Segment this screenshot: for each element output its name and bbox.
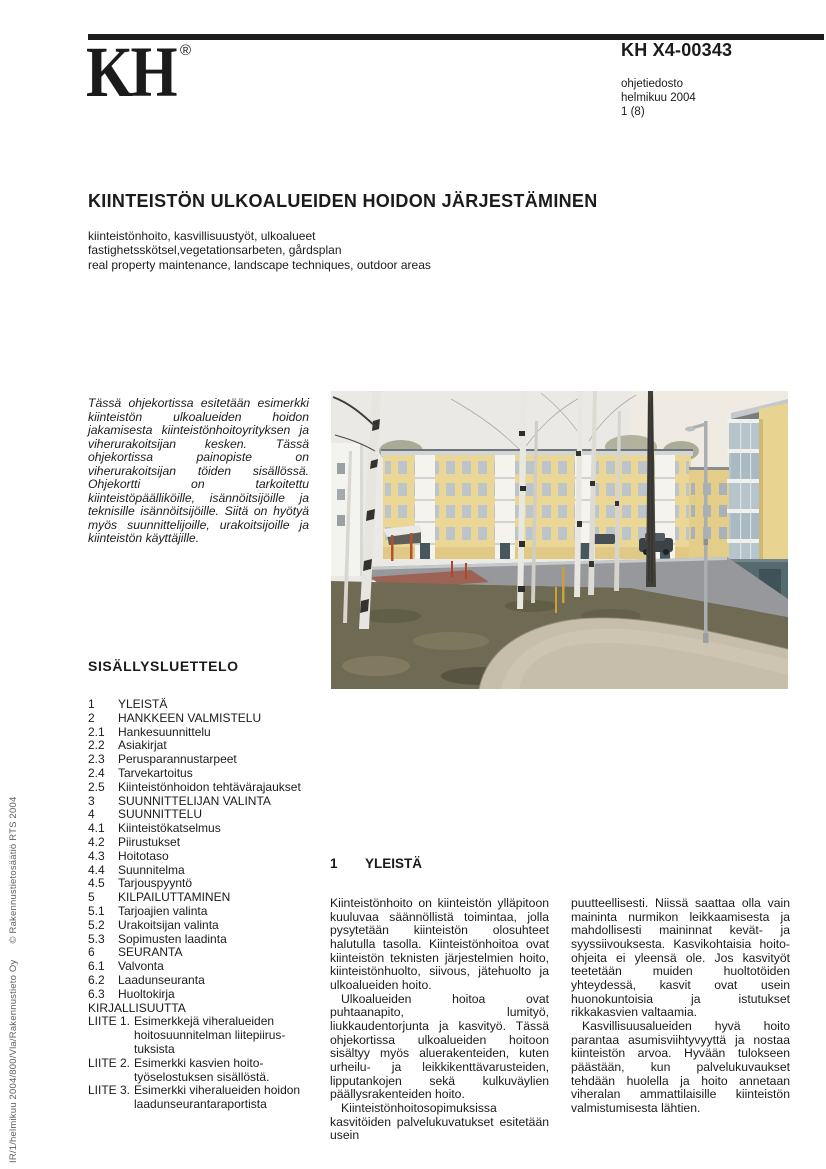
toc-row: 6.3 Huoltokirja (88, 986, 175, 1001)
toc-row: 4.4 Suunnitelma (88, 862, 185, 877)
keywords-swedish: fastighetsskötsel,vegetationsarbeten, gårdsplan (88, 243, 342, 258)
toc-row: 2 HANKKEEN VALMISTELU (88, 710, 262, 725)
toc-row: 2.1 Hankesuunnittelu (88, 724, 211, 739)
toc-row: 1 YLEISTÄ (88, 697, 168, 711)
toc-row: 5.1 Tarjoajien valinta (88, 903, 208, 918)
body-paragraph: Kiinteistönhoitosopimuksissa kasvitöiden palvelukuvatukset esitetään usein (330, 1100, 549, 1143)
body-paragraph: Ulkoalueiden hoitoa ovat puhtaanapito, lumityö, liukkaudentorjunta ja kasvityö. Tässä ohjekortissa ulkoalueiden hoitoon sisältyy myös aluerakenteiden, kuten urheilu- ja leikkikenttävarusteiden, lipputankojen sekä kulkuväylien päällysrakenteiden hoito. (330, 991, 549, 1102)
page-title: KIINTEISTÖN ULKOALUEIDEN HOIDON JÄRJESTÄMINEN (88, 191, 598, 211)
body-paragraph: Kasvillisuusalueiden hyvä hoito parantaa asumisviihtyvyyttä ja nostaa kiinteistön arvoa. Hyvään tulokseen päästään, kun palvelukuvaukset tehdään huolella ja hoito annetaan viheralan ammattilaisille kiinteistön valmistumisesta lähtien. (571, 1018, 790, 1115)
toc-row: 6.1 Valvonta (88, 959, 164, 974)
toc-appendix-2: LIITE 2. Esimerkki kasvien hoito- työselostuksen sisällöstä. (88, 1055, 270, 1084)
toc-row: 2.4 Tarvekartoitus (88, 765, 193, 780)
keyword-block (88, 229, 431, 272)
copyright-notice: © Rakennustietosäätiö RTS 2004 (8, 796, 19, 944)
toc-row: 3 SUUNNITTELIJAN VALINTA (88, 793, 271, 808)
keywords-english: real property maintenance, landscape techniques, outdoor areas (88, 257, 431, 272)
body-column-right (571, 897, 790, 1116)
toc-row: 4.1 Kiinteistökatselmus (88, 821, 221, 836)
toc-row: 5.3 Sopimusten laadinta (88, 931, 227, 946)
document-number: KH X4-00343 (621, 40, 733, 60)
abstract-paragraph: Tässä ohjekortissa esitetään esimerkki kiinteistön ulkoalueiden hoidon jakamisesta kiinteistönhoitoyrityksen ja viherurakoitsijan kesken. Tässä ohjekortissa painopiste on viherurakoitsijan töiden sisällössä. Ohjekortti on tarkoitettu kiinteistöpäälliköille, isännöitsijöille ja teknisille isännöitsijöille. Siitä on hyötyä myös suunnittelijoille, urakoitsijoille ja kiinteistön käyttäjille. (88, 396, 309, 546)
toc-row: 4.2 Piirustukset (88, 834, 181, 849)
toc-row: 4.3 Hoitotaso (88, 848, 169, 863)
toc-row: 2.2 Asiakirjat (88, 738, 167, 753)
document-meta (621, 77, 696, 119)
toc-row: 6 SEURANTA (88, 945, 183, 960)
body-paragraph: puutteellisesti. Niissä saattaa olla vain maininta nurmikon leikkaamisesta ja mahdollisesti maininnat kevät- ja syyssiivouksesta. Kasvikohtaisia hoito-ohjeita ei yleensä ole. Jos kasvityöt teetetään muiden huoltotöiden yhteydessä, kasvit ovat usein huonokuntoisia ja istutukset rikkakasvien valtaamia. (571, 896, 790, 1020)
body-column-left (330, 897, 549, 1143)
toc-row: 2.5 Kiinteistönhoidon tehtävärajaukset (88, 779, 301, 794)
section-title: YLEISTÄ (365, 856, 423, 871)
toc-appendix-3: LIITE 3. Esimerkki viheralueiden hoidon laadunseurantaraportista (88, 1083, 301, 1112)
toc-literature: KIRJALLISUUTTA (88, 1000, 186, 1015)
document-type: ohjetiedosto (621, 78, 684, 90)
imprint-line: IR/1/helmikuu 2004/800/Vla/Rakennustieto Oy (8, 959, 19, 1163)
toc-row: 5 KILPAILUTTAMINEN (88, 890, 231, 905)
section-number: 1 (330, 856, 338, 871)
document-date: helmikuu 2004 (621, 92, 696, 104)
toc-heading: SISÄLLYSLUETTELO (88, 658, 239, 674)
keywords-finnish: kiinteistönhoito, kasvillisuustyöt, ulkoalueet (88, 229, 316, 243)
edition-imprint (8, 797, 19, 1163)
registered-trademark-icon: ® (180, 42, 192, 59)
toc-row: 6.2 Laadunseuranta (88, 972, 205, 987)
table-of-contents (88, 698, 328, 1112)
body-paragraph: Kiinteistönhoito on kiinteistön ylläpitoon kuuluvaa säännöllistä toimintaa, jolla pysytetään kiinteistön olosuhteet halutulla tasolla. Kiinteistönhoitoa ovat kiinteistön teknisten järjestelmien hoito, kiinteistönhuolto, siivous, jätehuolto ja ulkoalueiden hoito. (330, 896, 549, 992)
section-heading (330, 856, 422, 871)
toc-row: 4.5 Tarjouspyyntö (88, 876, 193, 891)
courtyard-photo (331, 391, 788, 689)
toc-row: 2.3 Perusparannustarpeet (88, 752, 237, 767)
page-number: 1 (8) (621, 106, 645, 118)
kh-logo: KH (86, 32, 176, 112)
toc-row: 5.2 Urakoitsijan valinta (88, 917, 219, 932)
toc-row: 4 SUUNNITTELU (88, 807, 203, 822)
toc-appendix-1: LIITE 1. Esimerkkejä viheralueiden hoitosuunnitelman liitepiirus- tuksista (88, 1014, 286, 1056)
